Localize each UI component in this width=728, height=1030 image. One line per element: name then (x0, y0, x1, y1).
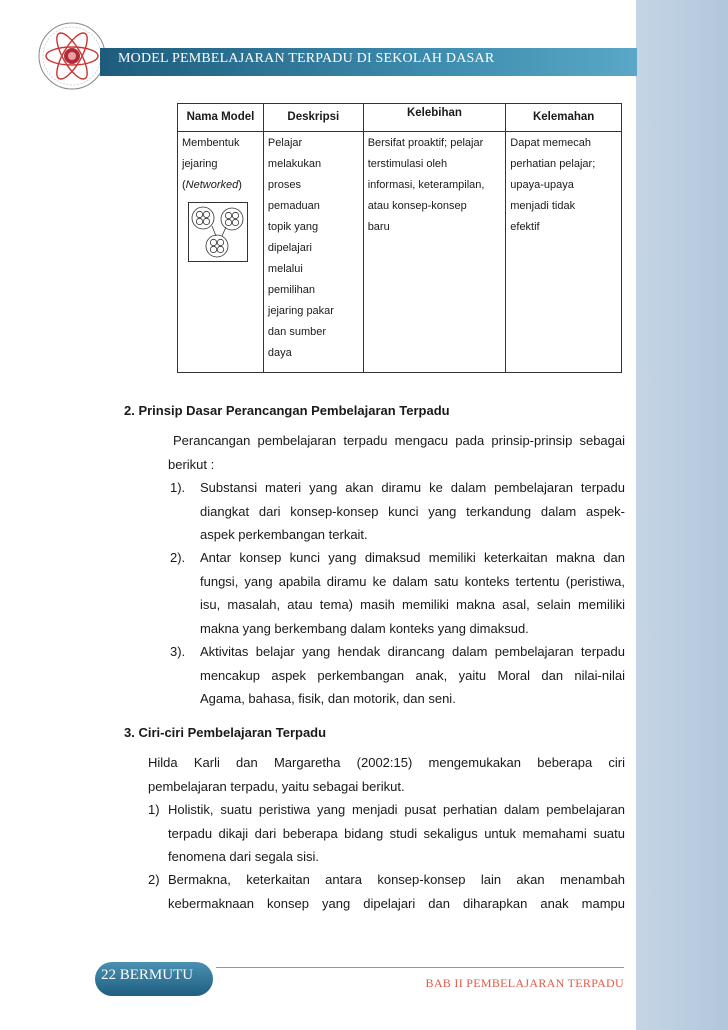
paragraph-line: Perancangan pembelajaran terpadu mengacu pada prinsip-prinsip sebagai (173, 433, 625, 448)
cell-text: pemilihan (267, 284, 316, 296)
cell-text: pemaduan (267, 200, 320, 212)
cell-text: efektif (510, 221, 540, 233)
footer-brand (101, 967, 193, 984)
cell-text: melalui (267, 263, 303, 275)
header-kelebihan: Kelebihan (363, 104, 506, 132)
table-row (178, 132, 622, 373)
paragraph-line: berikut : (168, 456, 215, 472)
list-line: makna yang berkembang dalam konteks yang dimaksud. (200, 620, 529, 636)
header-deskripsi: Deskripsi (263, 104, 363, 132)
list-line: Holistik, suatu peristiwa yang menjadi pusat perhatian dalam pembelajaran (168, 802, 625, 817)
cell-text: dan sumber (267, 326, 327, 338)
list-line: Bermakna, keterkaitan antara konsep-konsep lain akan menambah (168, 872, 625, 887)
side-decoration-band (636, 0, 728, 1030)
paren-close: ) (238, 179, 242, 191)
list-line: Agama, bahasa, fisik, dan motorik, dan seni. (200, 691, 456, 706)
cell-text: melakukan (267, 158, 322, 170)
section-intro (148, 751, 625, 798)
list-item (170, 476, 625, 547)
cell-text: Membentuk (182, 137, 240, 149)
cell-text: dipelajari (267, 242, 312, 254)
list-number: 3). (170, 644, 186, 659)
list-number: 2) (148, 872, 160, 887)
cell-text: jejaring pakar (267, 305, 334, 317)
list-item (148, 798, 625, 869)
cell-text: atau konsep-konsep (367, 200, 467, 212)
list-line: diangkat dari konsep-konsep kunci yang terkandung dalam aspek- (200, 503, 625, 519)
list-number: 2). (170, 550, 186, 565)
paragraph-line: pembelajaran terpadu, yaitu sebagai berikut. (148, 778, 405, 794)
cell-text: topik yang (267, 221, 319, 233)
model-comparison-table (177, 103, 622, 373)
cell-text: baru (367, 221, 390, 233)
cell-text: terstimulasi oleh (367, 158, 448, 170)
list-line: aspek perkembangan terkait. (200, 527, 368, 542)
atom-emblem-logo (36, 20, 108, 92)
cell-text: perhatian pelajar; (510, 158, 596, 170)
footer-chapter: BAB II PEMBELAJARAN TERPADU (425, 976, 624, 990)
list-line: kebermaknaan konsep yang dipelajari dan diharapkan anak mampu (168, 895, 625, 911)
list-line: isu, masalah, atau tema) masih memiliki makna asal, selain memiliki (200, 597, 625, 612)
section-intro (168, 429, 625, 476)
table-header-row (178, 104, 622, 132)
cell-text: Dapat memecah (510, 137, 591, 149)
footer-divider (216, 967, 624, 968)
header-title: MODEL PEMBELAJARAN TERPADU DI SEKOLAH DASAR (118, 51, 495, 66)
list-line: Substansi materi yang akan diramu ke dalam pembelajaran terpadu (200, 480, 625, 495)
section-heading: 2. Prinsip Dasar Perancangan Pembelajaran Terpadu (124, 403, 450, 418)
paragraph-line: Hilda Karli dan Margaretha (2002:15) mengemukakan beberapa ciri (148, 755, 625, 770)
networked-term: Networked (185, 179, 239, 191)
header-kelemahan: Kelemahan (506, 104, 622, 132)
list-line: Antar konsep kunci yang dimaksud memiliki keterkaitan makna dan (200, 550, 625, 565)
list-line: Aktivitas belajar yang hendak dirancang dalam pembelajaran terpadu (200, 644, 625, 659)
cell-text: menjadi tidak (510, 200, 576, 212)
cell-kelebihan (363, 132, 506, 373)
cell-kelemahan (506, 132, 622, 373)
list-item (170, 546, 625, 640)
list-item (148, 868, 625, 915)
page-number: 22 (101, 967, 116, 983)
cell-text: Pelajar (267, 137, 303, 149)
list-number: 1) (148, 802, 160, 817)
header-nama-model: Nama Model (178, 104, 264, 132)
paren-open: ( (182, 179, 186, 191)
list-line: fungsi, yang apabila diramu ke dalam satu konteks tertentu (peristiwa, (200, 573, 625, 589)
cell-text: upaya-upaya (510, 179, 574, 191)
cell-text: informasi, keterampilan, (367, 179, 485, 191)
cell-text: jejaring (182, 158, 218, 170)
cell-deskripsi (263, 132, 363, 373)
list-line: fenomena dari segala sisi. (168, 849, 320, 864)
list-item (170, 640, 625, 711)
networked-model-diagram (188, 202, 248, 262)
list-line: terpadu dikaji dari beberapa bidang studi sekaligus untuk memahami suatu (168, 825, 625, 841)
cell-text: Bersifat proaktif; pelajar (367, 137, 484, 149)
brand-name: BERMUTU (119, 967, 194, 983)
cell-nama-model (178, 132, 264, 373)
section-heading: 3. Ciri-ciri Pembelajaran Terpadu (124, 725, 327, 740)
list-number: 1). (170, 480, 186, 495)
cell-text: proses (267, 179, 301, 191)
list-line: mencakup aspek perkembangan anak, yaitu Moral dan nilai-nilai (200, 667, 625, 683)
cell-text: daya (267, 347, 292, 359)
